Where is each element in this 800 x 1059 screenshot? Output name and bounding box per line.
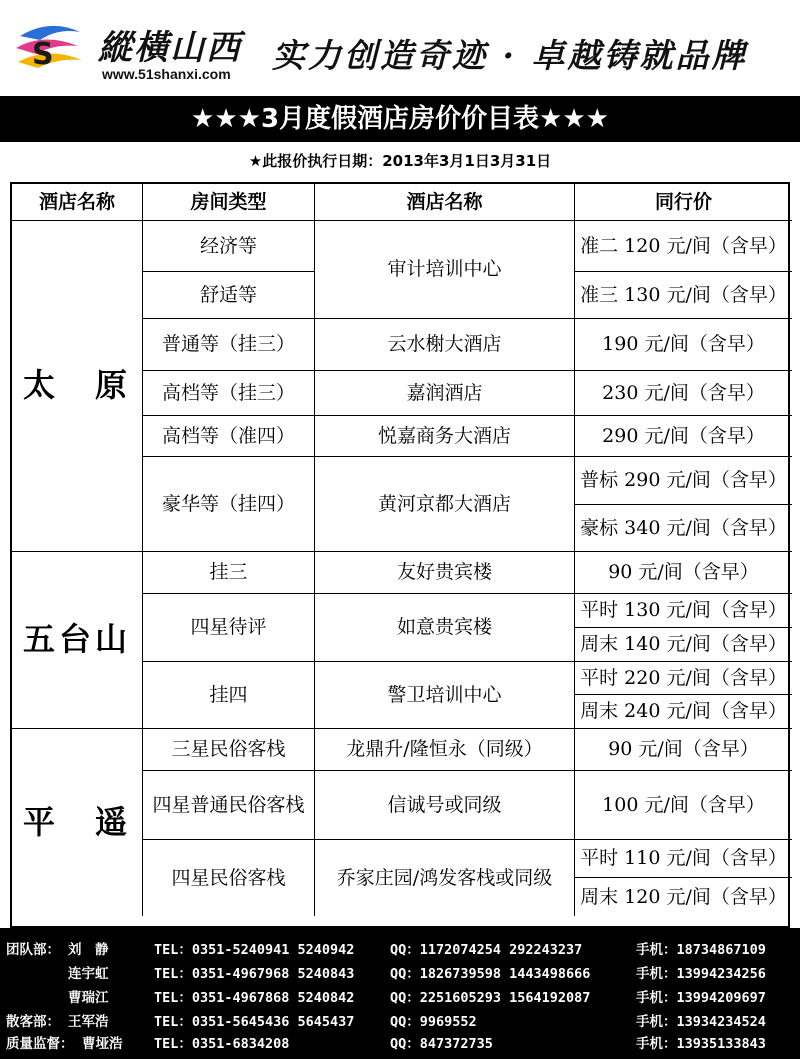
hotel-name: 龙鼎升/隆恒永（同级） (315, 729, 575, 771)
room-type: 挂三 (143, 552, 315, 594)
contact-tel: TEL：0351-5645436 5645437 (154, 1014, 355, 1030)
hotel-name: 黄河京都大酒店 (315, 457, 575, 552)
hotel-name: 悦嘉商务大酒店 (315, 416, 575, 457)
hotel-name: 友好贵宾楼 (315, 552, 575, 594)
trade-price: 准三 130 元/间（含早） (575, 272, 792, 319)
contact-name: 刘 静 (68, 942, 109, 958)
contact-dept: 质量监督： (6, 1036, 74, 1052)
page-title: ★★★3月度假酒店房价价目表★★★ (0, 96, 800, 142)
contact-dept: 散客部： (6, 1014, 60, 1030)
trade-price: 周末 140 元/间（含早） (575, 628, 792, 662)
trade-price: 290 元/间（含早） (575, 416, 792, 457)
price-table (10, 182, 790, 928)
header-hotel-name-1: 酒店名称 (12, 184, 143, 221)
trade-price: 平时 130 元/间（含早） (575, 594, 792, 628)
svg-text:S: S (32, 37, 54, 72)
hotel-name: 如意贵宾楼 (315, 594, 575, 662)
contact-row (0, 962, 800, 984)
trade-price: 普标 290 元/间（含早） (575, 457, 792, 505)
contact-row (0, 1010, 800, 1032)
page-header (0, 0, 800, 96)
header-trade-price: 同行价 (575, 184, 792, 221)
city-wutaishan: 五台山 (12, 552, 143, 729)
city-taiyuan: 太 原 (12, 221, 143, 552)
contact-qq: QQ：9969552 (390, 1014, 477, 1030)
header-room-type: 房间类型 (143, 184, 315, 221)
hotel-name: 云水榭大酒店 (315, 319, 575, 371)
room-type: 挂四 (143, 662, 315, 729)
logo-url: www.51shanxi.com (102, 66, 231, 82)
effective-date: ★此报价执行日期：2013年3月1日3月31日 (248, 152, 552, 170)
contact-row (0, 986, 800, 1008)
contact-mobile: 手机：18734867109 (636, 942, 766, 958)
room-type: 经济等 (143, 221, 315, 272)
contact-name: 曹垭浩 (82, 1036, 123, 1052)
trade-price: 100 元/间（含早） (575, 771, 792, 840)
contact-name: 曹瑞江 (68, 990, 109, 1006)
room-type: 三星民俗客栈 (143, 729, 315, 771)
trade-price: 230 元/间（含早） (575, 371, 792, 416)
room-type: 四星民俗客栈 (143, 840, 315, 916)
contact-mobile: 手机：13994209697 (636, 990, 766, 1006)
contact-name: 连宇虹 (68, 966, 109, 982)
contact-name: 王军浩 (68, 1014, 109, 1030)
brand-slogan: 实力创造奇迹 · 卓越铸就品牌 (272, 36, 748, 75)
contact-footer (0, 928, 800, 1059)
hotel-name: 嘉润酒店 (315, 371, 575, 416)
room-type: 四星普通民俗客栈 (143, 771, 315, 840)
contact-qq: QQ：847372735 (390, 1036, 493, 1052)
hotel-name: 警卫培训中心 (315, 662, 575, 729)
hotel-name: 乔家庄园/鸿发客栈或同级 (315, 840, 575, 916)
contact-tel: TEL：0351-4967968 5240843 (154, 966, 355, 982)
trade-price: 90 元/间（含早） (575, 552, 792, 594)
trade-price: 周末 120 元/间（含早） (580, 885, 787, 908)
contact-mobile: 手机：13934234524 (636, 1014, 766, 1030)
contact-tel: TEL：0351-4967868 5240842 (154, 990, 355, 1006)
room-type: 普通等（挂三） (143, 319, 315, 371)
contact-tel: TEL：0351-6834208 (154, 1036, 290, 1052)
logo-title: 縱橫山西 (98, 28, 242, 68)
contact-qq: QQ：1826739598 1443498666 (390, 966, 591, 982)
contact-qq: QQ：1172074254 292243237 (390, 942, 583, 958)
trade-price: 平时 110 元/间（含早） (575, 840, 792, 878)
trade-price: 周末 240 元/间（含早） (575, 695, 792, 729)
contact-tel: TEL：0351-5240941 5240942 (154, 942, 355, 958)
contact-qq: QQ：2251605293 1564192087 (390, 990, 591, 1006)
city-pingyao: 平 遥 (12, 729, 143, 916)
trade-price: 准二 120 元/间（含早） (575, 221, 792, 272)
header-hotel-name-2: 酒店名称 (315, 184, 575, 221)
room-type: 舒适等 (143, 272, 315, 319)
room-type: 高档等（挂三） (143, 371, 315, 416)
room-type: 豪华等（挂四） (143, 457, 315, 552)
brand-logo (10, 14, 260, 84)
room-type: 四星待评 (143, 594, 315, 662)
contact-mobile: 手机：13994234256 (636, 966, 766, 982)
trade-price: 豪标 340 元/间（含早） (575, 505, 792, 552)
hotel-name: 审计培训中心 (315, 221, 575, 319)
contact-dept: 团队部： (6, 942, 60, 958)
room-type: 高档等（准四） (143, 416, 315, 457)
contact-row (0, 1032, 800, 1054)
logo-swirl-icon (10, 18, 88, 80)
contact-mobile: 手机：13935133843 (636, 1036, 766, 1052)
hotel-name: 信诚号或同级 (315, 771, 575, 840)
trade-price: 平时 220 元/间（含早） (575, 662, 792, 695)
trade-price: 90 元/间（含早） (575, 729, 792, 771)
trade-price: 190 元/间（含早） (575, 319, 792, 371)
contact-row (0, 938, 800, 960)
